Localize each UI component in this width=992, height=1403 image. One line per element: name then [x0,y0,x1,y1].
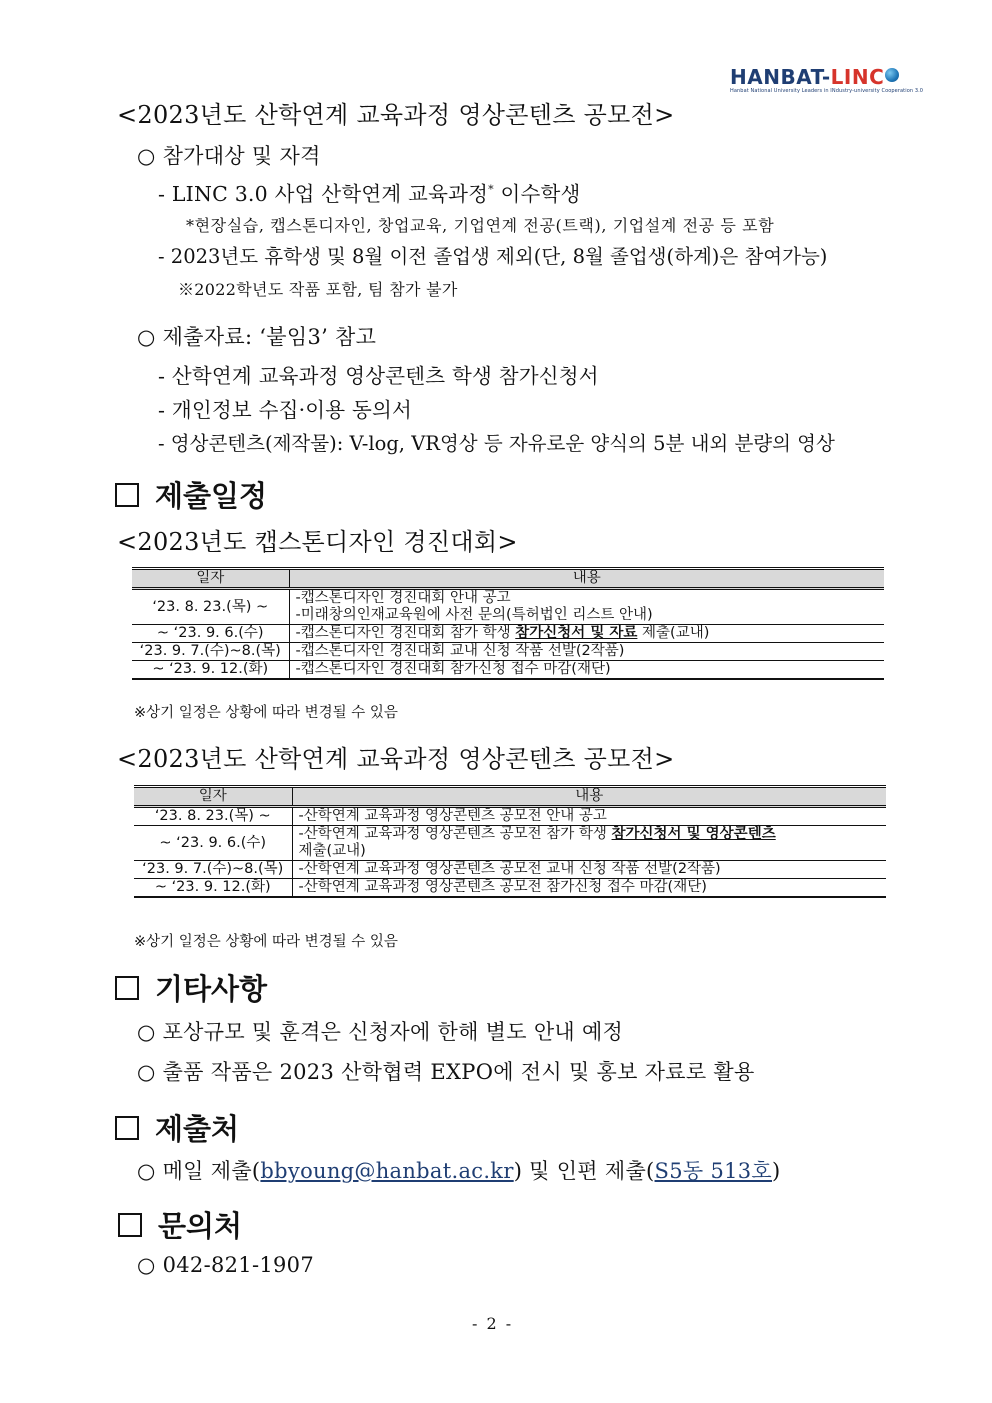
section-submit-title: 제출처 [155,1112,240,1146]
materials-item: - 산학연계 교육과정 영상콘텐츠 학생 참가신청서 [158,364,599,388]
logo-subtitle: Hanbat National University Leaders in INdustry-university Cooperation 3.0 [730,88,924,94]
globe-icon [885,68,899,82]
table-cell-content [292,826,886,861]
table-row [134,807,886,826]
table-row [134,879,886,898]
section-submit [115,1107,239,1148]
submit-text: ) 및 인편 제출( [513,1159,655,1183]
cell-text: -산학연계 교육과정 영상콘텐츠 공모전 참가 학생 [298,826,612,842]
table-cell-content [289,625,884,643]
materials-item: - 개인정보 수집·이용 동의서 [158,398,413,422]
column-header-date: 일자 [134,787,292,807]
materials-heading: ○ 제출자료: ‘붙임3’ 참고 [137,325,377,349]
video-contest-schedule-table [134,785,886,898]
table-cell-date: ‘23. 9. 7.(수)~8.(목) [134,861,292,879]
misc-item: ○ 포상규모 및 훈격은 신청자에 한해 별도 안내 예정 [137,1020,624,1044]
table-row [134,861,886,879]
table-row [132,661,884,680]
column-header-content: 내용 [292,787,886,807]
section-misc [115,967,267,1008]
logo-text-linc: LINC [830,65,885,89]
contest-title: <2023년도 산학연계 교육과정 영상콘텐츠 공모전> [117,101,675,129]
table-row [132,625,884,643]
misc-item: ○ 출품 작품은 2023 산학협력 EXPO에 전시 및 홍보 자료로 활용 [137,1060,755,1084]
table-cell-content: -캡스톤디자인 경진대회 교내 신청 작품 선발(2작품) [289,643,884,661]
cell-line: 제출(교내) [298,843,366,859]
table-row [134,826,886,861]
table-row [132,589,884,625]
email-link[interactable]: bbyoung@hanbat.ac.kr [260,1159,514,1183]
table-cell-content: -산학연계 교육과정 영상콘텐츠 공모전 교내 신청 작품 선발(2작품) [292,861,886,879]
eligibility-heading: ○ 참가대상 및 자격 [137,144,321,168]
eligibility-item-1-text: - LINC 3.0 사업 산학연계 교육과정 [158,182,489,206]
table1-title: <2023년도 캡스톤디자인 경진대회> [117,528,518,556]
checkbox-square-icon [115,483,139,507]
cell-line: -미래창의인재교육원에 사전 문의(특허법인 리스트 안내) [295,607,653,623]
table-cell-date: ~ ‘23. 9. 6.(수) [132,625,289,643]
eligibility-item-1-note: *현장실습, 캡스톤디자인, 창업교육, 기업연계 전공(트랙), 기업설계 전공 등 포함 [186,216,775,235]
table2-note: ※상기 일정은 상황에 따라 변경될 수 있음 [134,934,398,950]
eligibility-item-1-suffix: 이수학생 [493,182,581,206]
page-number: - 2 - [472,1314,514,1333]
section-contact-title: 문의처 [158,1209,243,1243]
section-schedule-title: 제출일정 [155,479,268,513]
section-contact [118,1204,242,1245]
eligibility-item-2: - 2023년도 휴학생 및 8월 이전 졸업생 제외(단, 8월 졸업생(하계)은 참여가능) [158,245,828,268]
cell-text: 제출(교내) [637,625,710,641]
table-cell-content: -산학연계 교육과정 영상콘텐츠 공모전 안내 공고 [292,807,886,826]
eligibility-item-1 [158,177,581,207]
table-cell-date: ‘23. 9. 7.(수)~8.(목) [132,643,289,661]
cell-highlight: 참가신청서 및 영상콘텐츠 [611,826,776,842]
eligibility-item-2-note: ※2022학년도 작품 포함, 팀 참가 불가 [178,280,458,299]
table-cell-content: -캡스톤디자인 경진대회 참가신청 접수 마감(재단) [289,661,884,680]
cell-highlight: 참가신청서 및 자료 [515,625,638,641]
column-header-content: 내용 [289,569,884,589]
table-cell-content [289,589,884,625]
logo-text-hanbat: HANBAT- [730,65,831,89]
contact-phone: ○ 042-821-1907 [137,1253,314,1277]
section-schedule [115,474,267,515]
column-header-date: 일자 [132,569,289,589]
checkbox-square-icon [115,1116,139,1140]
table-row [132,643,884,661]
checkbox-square-icon [115,976,139,1000]
table-cell-date: ‘23. 8. 23.(목) ~ [134,807,292,826]
table-header-row [132,569,884,589]
table1-note: ※상기 일정은 상황에 따라 변경될 수 있음 [134,705,398,721]
table-cell-date: ‘23. 8. 23.(목) ~ [132,589,289,625]
table-cell-date: ~ ‘23. 9. 12.(화) [134,879,292,898]
cell-line: -캡스톤디자인 경진대회 안내 공고 [295,590,511,606]
footnote-marker: * [488,183,494,197]
cell-text: -캡스톤디자인 경진대회 참가 학생 [295,625,516,641]
checkbox-square-icon [118,1213,142,1237]
table2-title: <2023년도 산학연계 교육과정 영상콘텐츠 공모전> [117,745,675,773]
table-cell-date: ~ ‘23. 9. 6.(수) [134,826,292,861]
materials-item: - 영상콘텐츠(제작물): V-log, VR영상 등 자유로운 양식의 5분 내외 분량의 영상 [158,432,835,455]
table-cell-date: ~ ‘23. 9. 12.(화) [132,661,289,680]
place-link[interactable]: S5동 513호 [654,1159,773,1183]
capstone-schedule-table [132,567,884,680]
table-header-row [134,787,886,807]
submit-text: ) [772,1159,781,1183]
submit-info [137,1155,781,1185]
submit-text: ○ 메일 제출( [137,1159,261,1183]
table-cell-content: -산학연계 교육과정 영상콘텐츠 공모전 참가신청 접수 마감(재단) [292,879,886,898]
hanbat-linc-logo [730,66,923,95]
section-misc-title: 기타사항 [155,972,268,1006]
